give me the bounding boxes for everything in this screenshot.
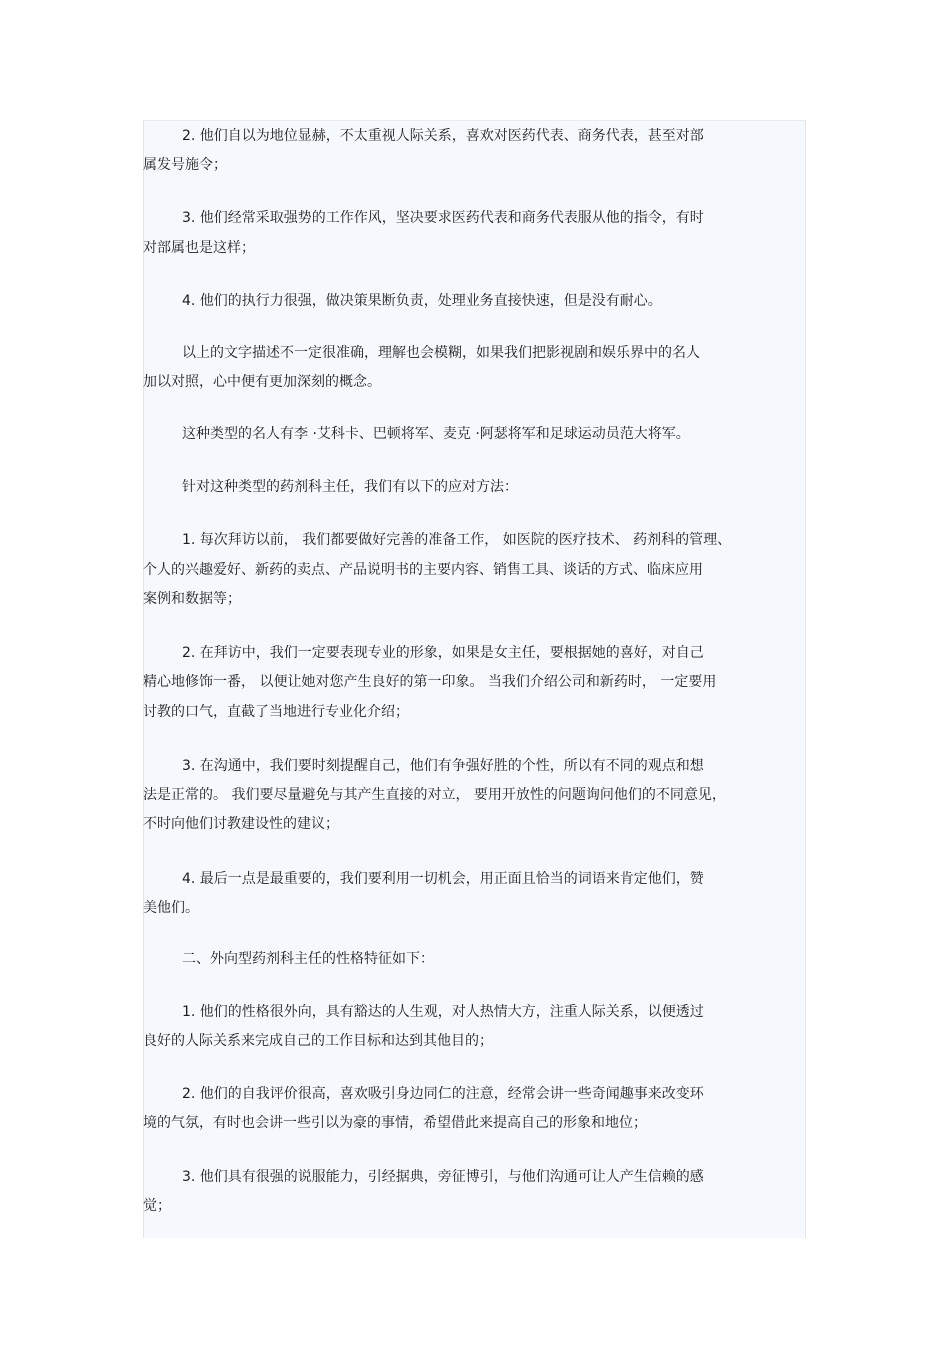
text-line: 精心地修饰一番， 以便让她对您产生良好的第一印象。 当我们介绍公司和新药时， 一定要用 bbox=[143, 674, 717, 690]
text-line: 4. 最后一点是最重要的，我们要利用一切机会，用正面且恰当的词语来肯定他们，赞 bbox=[182, 871, 704, 887]
text-line: 良好的人际关系来完成自己的工作目标和达到其他目的； bbox=[143, 1033, 493, 1049]
section-heading: 二、外向型药剂科主任的性格特征如下： bbox=[182, 951, 434, 967]
text-line: 加以对照，心中便有更加深刻的概念。 bbox=[143, 374, 381, 390]
text-line: 1. 每次拜访以前， 我们都要做好完善的准备工作， 如医院的医疗技术、 药剂科的管理、 bbox=[182, 532, 732, 548]
text-line: 这种类型的名人有李 ·艾科卡、巴顿将军、麦克 ·阿瑟将军和足球运动员范大将军。 bbox=[182, 426, 690, 442]
text-line: 以上的文字描述不一定很准确，理解也会模糊，如果我们把影视剧和娱乐界中的名人 bbox=[182, 345, 700, 361]
text-line: 3. 在沟通中，我们要时刻提醒自己，他们有争强好胜的个性，所以有不同的观点和想 bbox=[182, 758, 704, 774]
text-line: 针对这种类型的药剂科主任，我们有以下的应对方法： bbox=[182, 479, 518, 495]
text-line: 3. 他们经常采取强势的工作作风，坚决要求医药代表和商务代表服从他的指令，有时 bbox=[182, 210, 704, 226]
text-line: 2. 在拜访中，我们一定要表现专业的形象，如果是女主任，要根据她的喜好，对自己 bbox=[182, 645, 704, 661]
text-line: 案例和数据等； bbox=[143, 591, 241, 607]
text-line: 觉； bbox=[143, 1198, 171, 1214]
text-line: 美他们。 bbox=[143, 900, 199, 916]
text-line: 属发号施令； bbox=[143, 157, 227, 173]
text-line: 对部属也是这样； bbox=[143, 240, 255, 256]
text-line: 1. 他们的性格很外向，具有豁达的人生观，对人热情大方，注重人际关系，以便透过 bbox=[182, 1004, 704, 1020]
text-line: 不时向他们讨教建设性的建议； bbox=[143, 816, 339, 832]
text-line: 2. 他们的自我评价很高，喜欢吸引身边同仁的注意，经常会讲一些奇闻趣事来改变环 bbox=[182, 1086, 704, 1102]
text-line: 3. 他们具有很强的说服能力，引经据典，旁征博引，与他们沟通可让人产生信赖的感 bbox=[182, 1169, 704, 1185]
text-line: 2. 他们自以为地位显赫，不太重视人际关系，喜欢对医药代表、商务代表，甚至对部 bbox=[182, 128, 704, 144]
text-line: 境的气氛，有时也会讲一些引以为豪的事情，希望借此来提高自己的形象和地位； bbox=[143, 1115, 647, 1131]
text-line: 法是正常的。 我们要尽量避免与其产生直接的对立， 要用开放性的问题询问他们的不同意见， bbox=[143, 787, 726, 803]
text-line: 个人的兴趣爱好、新药的卖点、产品说明书的主要内容、销售工具、谈话的方式、临床应用 bbox=[143, 562, 703, 578]
text-line: 讨教的口气，直截了当地进行专业化介绍； bbox=[143, 704, 409, 720]
text-line: 4. 他们的执行力很强，做决策果断负责，处理业务直接快速，但是没有耐心。 bbox=[182, 293, 662, 309]
